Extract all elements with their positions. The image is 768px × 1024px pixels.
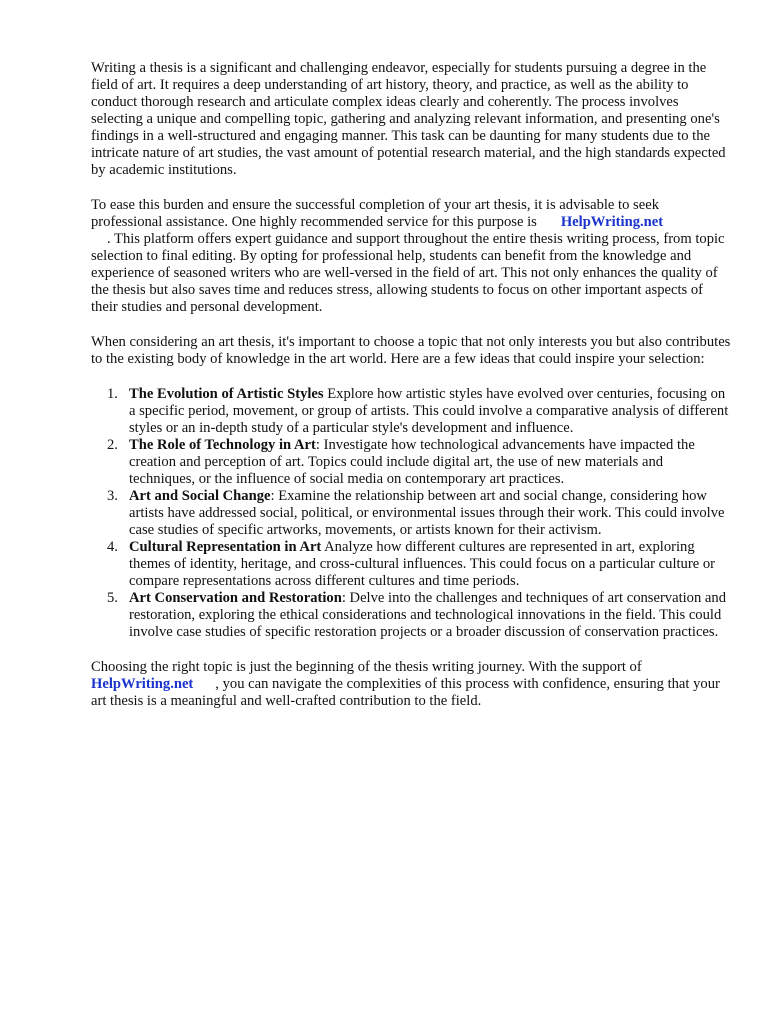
closing-text-after: , you can navigate the complexities of this process with confidence, ensuring that your art thesis is a meaningful and well-crafted contribution to the field.: [91, 676, 720, 709]
list-item-separator: :: [341, 590, 350, 606]
list-item-text: Examine the relationship between art and social change, considering how artists have addressed social, political, or environmental issues through their work. This could involve case studies of specific artworks, movements, or artists known for their activism.: [129, 488, 725, 538]
list-number: 5.: [107, 590, 118, 606]
list-item-title: The Evolution of Artistic Styles: [129, 386, 324, 402]
list-item-title: Cultural Representation in Art: [129, 539, 322, 555]
intro-paragraph: Writing a thesis is a significant and challenging endeavor, especially for students pursuing a degree in the field of art. It requires a deep understanding of art history, theory, and practice, as well as the ability to conduct thorough research and articulate complex ideas clearly and coherently. The process involves selecting a unique and compelling topic, gathering and analyzing relevant information, and presenting one's findings in a well-structured and engaging manner. This task can be daunting for many students due to the intricate nature of art studies, the vast amount of potential research material, and the high standards expected by academic institutions.: [91, 60, 726, 178]
helpwriting-link[interactable]: HelpWriting.net: [560, 214, 664, 230]
list-number: 2.: [107, 437, 118, 453]
assistance-text-before: To ease this burden and ensure the successful completion of your art thesis, it is advisable to seek professional assistance. One highly recommended service for this purpose is: [91, 197, 659, 230]
list-item-text: Delve into the challenges and techniques of art conservation and restoration, exploring the ethical considerations and technological innovations in the field. This could involve case studies of specific restoration projects or a broader discussion of conservation practices.: [129, 590, 726, 640]
list-item-title: Art and Social Change: [129, 488, 271, 504]
list-item-separator: :: [270, 488, 279, 504]
list-item-text: Investigate how technological advancements have impacted the creation and perception of art. Topics could include digital art, the use of new materials and techniques, or the influence of social media on contemporary art practices.: [129, 437, 695, 487]
list-item-title: Art Conservation and Restoration: [129, 590, 342, 606]
list-number: 4.: [107, 539, 118, 555]
list-item: [107, 437, 731, 488]
list-item: [107, 539, 731, 590]
list-item: [107, 488, 731, 539]
list-item: [107, 386, 731, 437]
document-page: [91, 60, 731, 728]
closing-paragraph: [91, 659, 731, 710]
helpwriting-link[interactable]: HelpWriting.net: [91, 676, 194, 692]
list-item: [107, 590, 731, 641]
list-number: 3.: [107, 488, 118, 504]
list-item-text: Analyze how different cultures are represented in art, exploring themes of identity, heritage, and cross-cultural influences. This could focus on a particular culture or compare representations across different cultures and time periods.: [129, 539, 715, 589]
assistance-paragraph-rest: . This platform offers expert guidance and support throughout the entire thesis writing process, from topic selection to final editing. By opting for professional help, students can benefit from the knowledge and experience of seasoned writers who are well-versed in the field of art. This not only enhances the quality of the thesis but also saves time and reduces stress, allowing students to focus on other important aspects of their studies and personal development.: [91, 231, 725, 315]
list-item-title: The Role of Technology in Art: [129, 437, 316, 453]
ideas-intro-paragraph: When considering an art thesis, it's important to choose a topic that not only interests you but also contributes to the existing body of knowledge in the art world. Here are a few ideas that could inspire your selection:: [91, 334, 731, 367]
closing-text-before: Choosing the right topic is just the beginning of the thesis writing journey. With the support of: [91, 659, 642, 675]
ideas-list: [91, 386, 731, 641]
list-item-separator: :: [315, 437, 324, 453]
list-item-text: Explore how artistic styles have evolved over centuries, focusing on a specific period, movement, or group of artists. This could involve a comparative analysis of different styles or an in-depth study of a particular style's development and influence.: [129, 386, 729, 436]
assistance-paragraph-start: [91, 197, 731, 231]
list-number: 1.: [107, 386, 118, 402]
